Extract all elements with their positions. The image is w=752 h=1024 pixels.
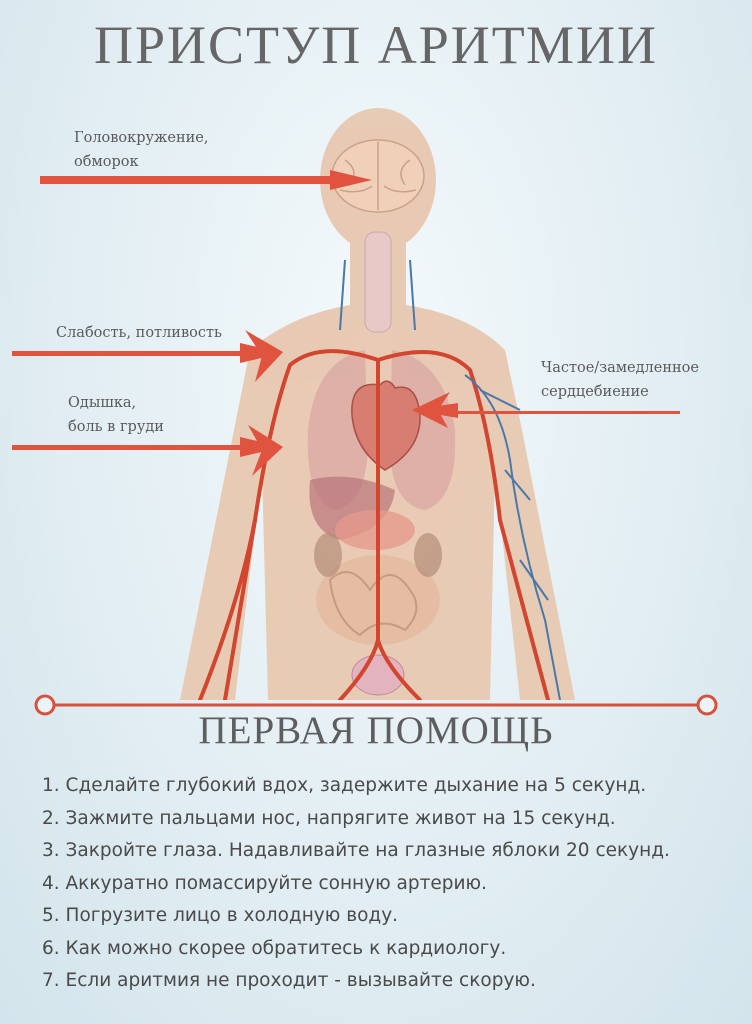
symptom-dizziness-label: Головокружение, обморок [74, 130, 209, 170]
first-aid-step: 2. Зажмите пальцами нос, напрягите живот на 15 секунд. [42, 807, 616, 829]
first-aid-steps [42, 770, 670, 998]
first-aid-step: 5. Погрузите лицо в холодную воду. [42, 905, 399, 926]
symptom-heartbeat-label: Частое/замедленное сердцебиение [541, 360, 699, 400]
first-aid-heading: ПЕРВАЯ ПОМОЩЬ [198, 709, 554, 752]
poster-title: ПРИСТУП АРИТМИИ [93, 15, 659, 75]
symptom-breath-label: Одышка, боль в груди [68, 395, 164, 435]
first-aid-step: 3. Закройте глаза. Надавливайте на глазные яблоки 20 секунд. [42, 840, 670, 861]
first-aid-step: 4. Аккуратно помассируйте сонную артерию. [42, 872, 488, 894]
first-aid-step: 1. Сделайте глубокий вдох, задержите дыхание на 5 секунд. [42, 775, 647, 796]
symptom-weakness-label: Слабость, потливость [56, 325, 222, 341]
first-aid-step: 7. Если аритмия не проходит - вызывайте скорую. [42, 970, 536, 991]
first-aid-step: 6. Как можно скорее обратитесь к кардиологу. [42, 937, 507, 959]
